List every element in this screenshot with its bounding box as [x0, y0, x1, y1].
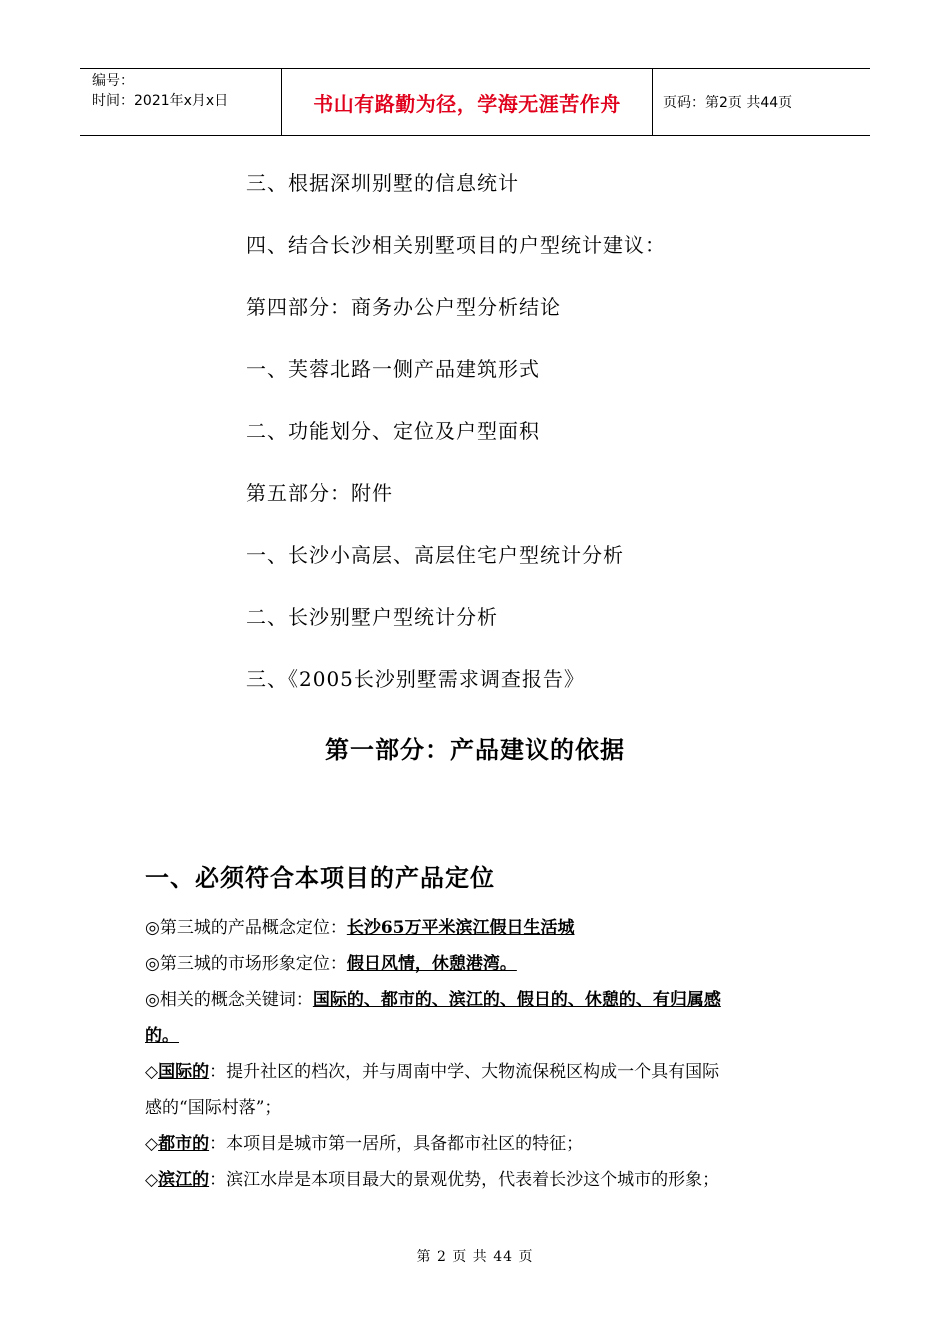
- paragraph-keywords: ◎相关的概念关键词：国际的、都市的、滨江的、假日的、休憩的、有归属感 的。: [145, 990, 721, 1046]
- toc-item: 一、长沙小高层、高层住宅户型统计分析: [246, 543, 624, 567]
- toc-item: 二、功能划分、定位及户型面积: [246, 419, 540, 443]
- paragraph-urban: ◇都市的：本项目是城市第一居所，具备都市社区的特征；: [145, 1134, 584, 1154]
- time-label: 时间：2021年x月x日: [92, 93, 229, 109]
- diamond-bullet-icon: ◇: [145, 1170, 159, 1190]
- sub-title: 一、必须符合本项目的产品定位: [145, 863, 495, 892]
- number-label: 编号：: [92, 73, 134, 89]
- header-meta: [80, 69, 281, 135]
- toc-item: 第四部分：商务办公户型分析结论: [246, 295, 561, 319]
- page-footer: 第 2 页 共 44 页: [416, 1249, 534, 1265]
- header-page-info: 页码：第2页 共44页: [663, 95, 793, 111]
- paragraph-international: ◇国际的：提升社区的档次，并与周南中学、大物流保税区构成一个具有国际 感的“国际村落”；: [145, 1062, 720, 1118]
- table-of-contents: [246, 168, 666, 726]
- toc-item: 第五部分：附件: [246, 481, 393, 505]
- toc-item: 三、《2005长沙别墅需求调查报告》: [246, 667, 585, 691]
- paragraph-market-image: ◎第三城的市场形象定位：假日风情，休憩港湾。: [145, 954, 517, 974]
- toc-item: 一、芙蓉北路一侧产品建筑形式: [246, 357, 540, 381]
- paragraph-riverside: ◇滨江的：滨江水岸是本项目最大的景观优势，代表着长沙这个城市的形象；: [145, 1170, 720, 1190]
- diamond-bullet-icon: ◇: [145, 1062, 159, 1082]
- body-text: [145, 910, 815, 1198]
- paragraph-product-positioning: ◎第三城的产品概念定位：长沙65万平米滨江假日生活城: [145, 918, 575, 938]
- toc-item: 二、长沙别墅户型统计分析: [246, 605, 498, 629]
- toc-item: 三、根据深圳别墅的信息统计: [246, 171, 519, 195]
- diamond-bullet-icon: ◇: [145, 1134, 159, 1154]
- section-title: 第一部分：产品建议的依据: [325, 735, 625, 764]
- toc-item: 四、结合长沙相关别墅项目的户型统计建议：: [246, 233, 666, 257]
- header-motto: 书山有路勤为径，学海无涯苦作舟: [313, 91, 621, 116]
- header-motto-cell: [281, 69, 653, 135]
- header-table: [80, 68, 870, 136]
